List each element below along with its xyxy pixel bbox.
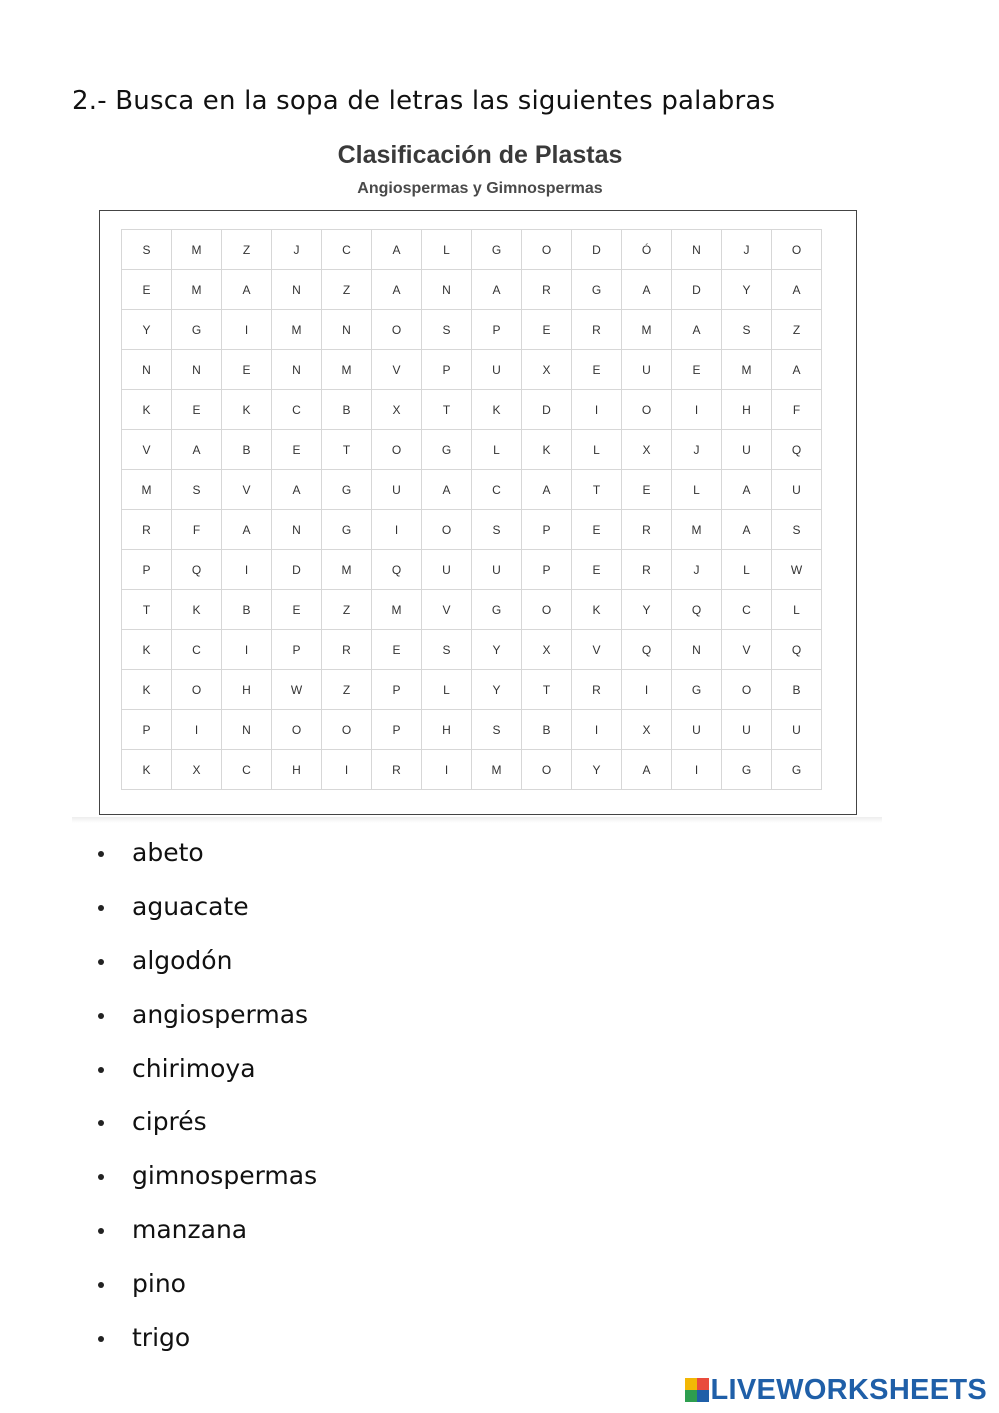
grid-cell[interactable]: U — [722, 710, 772, 750]
grid-cell[interactable]: D — [522, 390, 572, 430]
grid-cell[interactable]: S — [772, 510, 822, 550]
grid-cell[interactable]: I — [322, 750, 372, 790]
word-label: ciprés — [132, 1107, 207, 1137]
grid-row — [122, 590, 822, 630]
grid-cell[interactable]: I — [672, 750, 722, 790]
grid-cell[interactable]: B — [522, 710, 572, 750]
grid-cell[interactable]: L — [422, 230, 472, 270]
grid-cell[interactable]: I — [422, 750, 472, 790]
grid-cell[interactable]: F — [172, 510, 222, 550]
grid-cell[interactable]: A — [672, 310, 722, 350]
grid-row — [122, 310, 822, 350]
grid-cell[interactable]: V — [722, 630, 772, 670]
grid-cell[interactable]: O — [372, 310, 422, 350]
bullet-icon — [98, 959, 104, 965]
grid-cell[interactable]: E — [572, 350, 622, 390]
grid-cell[interactable]: E — [272, 430, 322, 470]
grid-cell[interactable]: A — [372, 270, 422, 310]
grid-cell[interactable]: U — [622, 350, 672, 390]
grid-row — [122, 510, 822, 550]
grid-cell[interactable]: P — [272, 630, 322, 670]
grid-cell[interactable]: I — [572, 390, 622, 430]
grid-cell[interactable]: S — [472, 710, 522, 750]
bullet-icon — [98, 1282, 104, 1288]
grid-cell[interactable]: J — [722, 230, 772, 270]
grid-cell[interactable]: P — [522, 510, 572, 550]
grid-cell[interactable]: H — [272, 750, 322, 790]
grid-cell[interactable]: A — [372, 230, 422, 270]
grid-cell[interactable]: T — [422, 390, 472, 430]
word-list-item — [94, 1323, 317, 1377]
grid-cell[interactable]: I — [222, 310, 272, 350]
grid-cell[interactable]: A — [222, 270, 272, 310]
word-label: aguacate — [132, 891, 249, 921]
grid-cell[interactable]: X — [522, 350, 572, 390]
grid-cell[interactable]: R — [322, 630, 372, 670]
grid-cell[interactable]: K — [222, 390, 272, 430]
grid-cell[interactable]: A — [472, 270, 522, 310]
grid-cell[interactable]: A — [622, 750, 672, 790]
grid-cell[interactable]: Y — [722, 270, 772, 310]
bullet-icon — [98, 1013, 104, 1019]
grid-cell[interactable]: K — [122, 390, 172, 430]
grid-cell[interactable]: C — [222, 750, 272, 790]
grid-cell[interactable]: S — [422, 310, 472, 350]
grid-row — [122, 270, 822, 310]
grid-cell[interactable]: O — [772, 230, 822, 270]
word-label: angiospermas — [132, 999, 309, 1029]
grid-cell[interactable]: D — [672, 270, 722, 310]
grid-cell[interactable]: T — [572, 470, 622, 510]
grid-cell[interactable]: A — [272, 470, 322, 510]
grid-cell[interactable]: X — [622, 430, 672, 470]
grid-cell[interactable]: C — [172, 630, 222, 670]
grid-cell[interactable]: U — [422, 550, 472, 590]
grid-cell[interactable]: M — [372, 590, 422, 630]
word-list-item — [94, 838, 317, 892]
grid-cell[interactable]: N — [172, 350, 222, 390]
word-list-item — [94, 946, 317, 1000]
grid-cell[interactable]: P — [122, 550, 172, 590]
grid-cell[interactable]: Z — [772, 310, 822, 350]
grid-cell[interactable]: O — [522, 750, 572, 790]
grid-cell[interactable]: N — [222, 710, 272, 750]
grid-cell[interactable]: R — [572, 670, 622, 710]
grid-cell[interactable]: D — [272, 550, 322, 590]
grid-cell[interactable]: N — [272, 350, 322, 390]
grid-cell[interactable]: A — [172, 430, 222, 470]
word-list-item — [94, 1000, 317, 1054]
grid-row — [122, 350, 822, 390]
grid-cell[interactable]: E — [372, 630, 422, 670]
grid-row — [122, 550, 822, 590]
grid-cell[interactable]: N — [272, 510, 322, 550]
word-list — [94, 838, 317, 1377]
grid-cell[interactable]: Y — [472, 630, 522, 670]
grid-cell[interactable]: R — [622, 550, 672, 590]
grid-cell[interactable]: M — [272, 310, 322, 350]
grid-cell[interactable]: S — [722, 310, 772, 350]
grid-cell[interactable]: A — [222, 510, 272, 550]
grid-cell[interactable]: N — [672, 230, 722, 270]
grid-cell[interactable]: U — [772, 710, 822, 750]
grid-cell[interactable]: U — [372, 470, 422, 510]
grid-cell[interactable]: G — [322, 470, 372, 510]
word-list-item — [94, 1161, 317, 1215]
grid-cell[interactable]: F — [772, 390, 822, 430]
grid-cell[interactable]: O — [622, 390, 672, 430]
grid-cell[interactable]: M — [172, 270, 222, 310]
grid-cell[interactable]: I — [672, 390, 722, 430]
grid-cell[interactable]: P — [522, 550, 572, 590]
grid-cell[interactable]: Ó — [622, 230, 672, 270]
grid-cell[interactable]: Y — [622, 590, 672, 630]
grid-cell[interactable]: N — [272, 270, 322, 310]
logo-text: LIVEWORKSHEETS — [710, 1373, 987, 1406]
grid-cell[interactable]: N — [422, 270, 472, 310]
grid-cell[interactable]: M — [672, 510, 722, 550]
grid-cell[interactable]: M — [172, 230, 222, 270]
grid-cell[interactable]: Z — [322, 670, 372, 710]
grid-cell[interactable]: H — [722, 390, 772, 430]
grid-cell[interactable]: Q — [372, 550, 422, 590]
word-label: chirimoya — [132, 1053, 256, 1083]
grid-cell[interactable]: X — [172, 750, 222, 790]
grid-cell[interactable]: O — [322, 710, 372, 750]
grid-row — [122, 750, 822, 790]
grid-cell[interactable]: G — [472, 590, 522, 630]
grid-cell[interactable]: P — [122, 710, 172, 750]
frame-shadow — [72, 817, 882, 823]
grid-cell[interactable]: R — [622, 510, 672, 550]
grid-cell[interactable]: G — [422, 430, 472, 470]
grid-cell[interactable]: H — [222, 670, 272, 710]
grid-cell[interactable]: L — [722, 550, 772, 590]
grid-cell[interactable]: T — [322, 430, 372, 470]
grid-cell[interactable]: W — [272, 670, 322, 710]
grid-cell[interactable]: A — [422, 470, 472, 510]
word-list-item — [94, 1215, 317, 1269]
grid-row — [122, 390, 822, 430]
word-search-grid — [121, 229, 822, 790]
grid-cell[interactable]: R — [122, 510, 172, 550]
grid-cell[interactable]: I — [172, 710, 222, 750]
grid-cell[interactable]: A — [772, 270, 822, 310]
grid-cell[interactable]: G — [572, 270, 622, 310]
grid-cell[interactable]: G — [722, 750, 772, 790]
liveworksheets-logo-icon — [685, 1378, 709, 1402]
grid-cell[interactable]: U — [722, 430, 772, 470]
bullet-icon — [98, 1174, 104, 1180]
grid-cell[interactable]: B — [322, 390, 372, 430]
grid-row — [122, 470, 822, 510]
grid-cell[interactable]: J — [272, 230, 322, 270]
grid-cell[interactable]: E — [672, 350, 722, 390]
grid-cell[interactable]: K — [522, 430, 572, 470]
bullet-icon — [98, 851, 104, 857]
grid-cell[interactable]: S — [472, 510, 522, 550]
grid-cell[interactable]: T — [122, 590, 172, 630]
grid-cell[interactable]: Q — [672, 590, 722, 630]
word-label: manzana — [132, 1215, 248, 1245]
word-label: trigo — [132, 1323, 191, 1353]
grid-cell[interactable]: G — [772, 750, 822, 790]
grid-cell[interactable]: C — [472, 470, 522, 510]
grid-cell[interactable]: G — [672, 670, 722, 710]
grid-cell[interactable]: B — [222, 430, 272, 470]
grid-cell[interactable]: V — [222, 470, 272, 510]
grid-cell[interactable]: P — [372, 710, 422, 750]
grid-cell[interactable]: U — [472, 550, 522, 590]
word-search-frame — [99, 210, 857, 815]
word-list-item — [94, 1107, 317, 1161]
grid-cell[interactable]: M — [622, 310, 672, 350]
grid-cell[interactable]: P — [372, 670, 422, 710]
grid-cell[interactable]: Q — [772, 430, 822, 470]
grid-cell[interactable]: K — [122, 670, 172, 710]
grid-cell[interactable]: V — [122, 430, 172, 470]
grid-cell[interactable]: M — [722, 350, 772, 390]
grid-cell[interactable]: E — [572, 510, 622, 550]
grid-cell[interactable]: X — [372, 390, 422, 430]
grid-row — [122, 230, 822, 270]
puzzle-subtitle: Angiospermas y Gimnospermas — [357, 180, 603, 197]
grid-cell[interactable]: Q — [622, 630, 672, 670]
grid-cell[interactable]: Z — [322, 590, 372, 630]
grid-cell[interactable]: E — [272, 590, 322, 630]
grid-cell[interactable]: M — [122, 470, 172, 510]
grid-cell[interactable]: U — [772, 470, 822, 510]
grid-cell[interactable]: L — [772, 590, 822, 630]
grid-row — [122, 630, 822, 670]
grid-cell[interactable]: C — [722, 590, 772, 630]
grid-cell[interactable]: O — [522, 230, 572, 270]
grid-cell[interactable]: M — [322, 350, 372, 390]
grid-cell[interactable]: S — [122, 230, 172, 270]
word-label: algodón — [132, 945, 233, 975]
bullet-icon — [98, 1067, 104, 1073]
grid-cell[interactable]: C — [272, 390, 322, 430]
grid-cell[interactable]: K — [572, 590, 622, 630]
grid-cell[interactable]: M — [322, 550, 372, 590]
grid-cell[interactable]: X — [522, 630, 572, 670]
grid-cell[interactable]: X — [622, 710, 672, 750]
grid-cell[interactable]: U — [672, 710, 722, 750]
word-label: abeto — [132, 838, 204, 867]
grid-cell[interactable]: E — [172, 390, 222, 430]
grid-cell[interactable]: W — [772, 550, 822, 590]
grid-cell[interactable]: O — [422, 510, 472, 550]
grid-cell[interactable]: J — [672, 430, 722, 470]
grid-cell[interactable]: Y — [472, 670, 522, 710]
grid-cell[interactable]: T — [522, 670, 572, 710]
grid-cell[interactable]: B — [772, 670, 822, 710]
grid-cell[interactable]: I — [222, 630, 272, 670]
grid-cell[interactable]: O — [272, 710, 322, 750]
grid-cell[interactable]: N — [672, 630, 722, 670]
grid-row — [122, 430, 822, 470]
grid-cell[interactable]: S — [172, 470, 222, 510]
grid-cell[interactable]: H — [422, 710, 472, 750]
grid-cell[interactable]: A — [722, 510, 772, 550]
grid-cell[interactable]: B — [222, 590, 272, 630]
grid-cell[interactable]: E — [622, 470, 672, 510]
grid-cell[interactable]: G — [172, 310, 222, 350]
grid-cell[interactable]: R — [522, 270, 572, 310]
grid-cell[interactable]: N — [122, 350, 172, 390]
grid-cell[interactable]: A — [622, 270, 672, 310]
grid-cell[interactable]: N — [322, 310, 372, 350]
grid-cell[interactable]: P — [422, 350, 472, 390]
grid-cell[interactable]: K — [472, 390, 522, 430]
instruction-text: 2.- Busca en la sopa de letras las siguientes palabras — [72, 86, 776, 116]
grid-cell[interactable]: L — [572, 430, 622, 470]
grid-cell[interactable]: G — [322, 510, 372, 550]
grid-cell[interactable]: R — [572, 310, 622, 350]
grid-cell[interactable]: E — [222, 350, 272, 390]
grid-cell[interactable]: A — [772, 350, 822, 390]
grid-cell[interactable]: L — [472, 430, 522, 470]
grid-cell[interactable]: P — [472, 310, 522, 350]
grid-cell[interactable]: K — [122, 630, 172, 670]
grid-cell[interactable]: M — [472, 750, 522, 790]
grid-cell[interactable]: Y — [572, 750, 622, 790]
grid-cell[interactable]: L — [672, 470, 722, 510]
grid-cell[interactable]: Z — [322, 270, 372, 310]
word-list-item — [94, 892, 317, 946]
grid-cell[interactable]: E — [522, 310, 572, 350]
bullet-icon — [98, 905, 104, 911]
grid-cell[interactable]: S — [422, 630, 472, 670]
grid-cell[interactable]: O — [172, 670, 222, 710]
grid-cell[interactable]: V — [372, 350, 422, 390]
grid-cell[interactable]: A — [522, 470, 572, 510]
grid-cell[interactable]: G — [472, 230, 522, 270]
grid-cell[interactable]: Y — [122, 310, 172, 350]
grid-cell[interactable]: Z — [222, 230, 272, 270]
bullet-icon — [98, 1120, 104, 1126]
grid-cell[interactable]: V — [422, 590, 472, 630]
grid-cell[interactable]: A — [722, 470, 772, 510]
grid-cell[interactable]: I — [222, 550, 272, 590]
bullet-icon — [98, 1336, 104, 1342]
grid-row — [122, 670, 822, 710]
grid-cell[interactable]: E — [572, 550, 622, 590]
bullet-icon — [98, 1228, 104, 1234]
grid-cell[interactable]: J — [672, 550, 722, 590]
word-label: pino — [132, 1269, 186, 1299]
liveworksheets-logo[interactable] — [685, 1374, 988, 1406]
grid-cell[interactable]: E — [122, 270, 172, 310]
grid-cell[interactable]: D — [572, 230, 622, 270]
grid-cell[interactable]: Q — [772, 630, 822, 670]
grid-cell[interactable]: R — [372, 750, 422, 790]
grid-cell[interactable]: O — [372, 430, 422, 470]
grid-cell[interactable]: C — [322, 230, 372, 270]
puzzle-title: Clasificación de Plastas — [337, 141, 623, 169]
grid-cell[interactable]: O — [522, 590, 572, 630]
word-label: gimnospermas — [132, 1161, 318, 1191]
grid-row — [122, 710, 822, 750]
grid-cell[interactable]: L — [422, 670, 472, 710]
grid-cell[interactable]: I — [572, 710, 622, 750]
grid-cell[interactable]: U — [472, 350, 522, 390]
word-list-item — [94, 1269, 317, 1323]
grid-cell[interactable]: I — [622, 670, 672, 710]
grid-cell[interactable]: K — [172, 590, 222, 630]
grid-cell[interactable]: I — [372, 510, 422, 550]
word-list-item — [94, 1054, 317, 1108]
grid-cell[interactable]: V — [572, 630, 622, 670]
grid-cell[interactable]: O — [722, 670, 772, 710]
grid-cell[interactable]: Q — [172, 550, 222, 590]
grid-cell[interactable]: K — [122, 750, 172, 790]
